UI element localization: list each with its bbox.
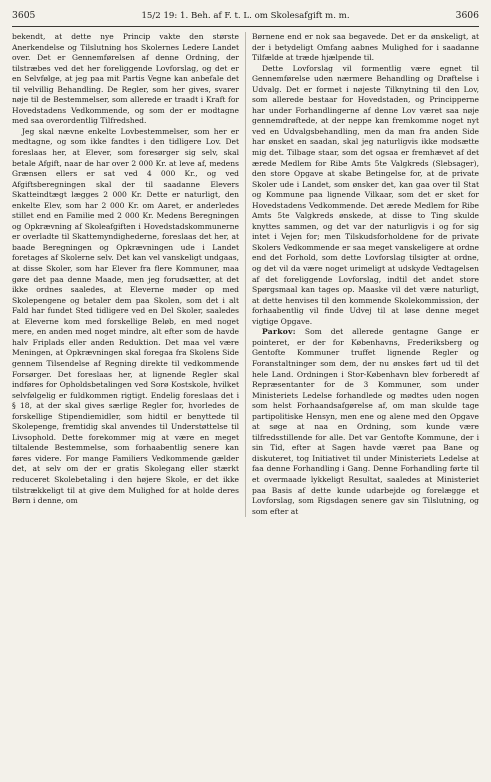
- page-number-right: 3606: [455, 10, 479, 21]
- right-column: [252, 32, 479, 517]
- left-paragraph-1: bekendt, at dette nye Princip vakte den største Anerkendelse og Tilslutning hos Skolernes Ledere Landet over. Det er Gennemførelsen af denne Ordning, der tilstræbes ved det her foreliggende Lovforslag, og det er en Selvfølge, at jeg paa mit Partis Vegne kan anbefale det til velvillig Behandling. De Regler, som her gives, svarer nøje til de Bestemmelser, som allerede er traadt i Kraft for Hovedstadens Vedkommende, og som der er modtagne med saa overordentlig Tilfredshed.: [12, 32, 239, 126]
- speech-text: Som det allerede gentagne Gange er pointeret, er der for Københavns, Frederiksberg og Gentofte Kommuner truffet lignende Regler og Foranstaltninger som dem, der nu ønskes ført ud til det hele Land. Ordningen i Stor-København blev forberedt af Repræsentanter for de 3 Kommuner, som under Ministeriets Ledelse forhandlede og mødtes uden nogen som helst Forhaandsafgørelse af, om man skulde tage partipolitiske Hensyn, men ene og alene med den Opgave at søge at naa en Ordning, som kunde være tilfredsstillende for alle. Det var Gentofte Kommune, der i sin Tid, efter at Sagen havde været paa Bane og diskuteret, tog Initiativet til under Ministeriets Ledelse at faa denne Forhandling i Gang. Denne Forhandling førte til et overmaade lykkeligt Resultat, saaledes at Ministeriet paa Basis af dette kunde udarbejde og forelægge et Lovforslag, som Rigsdagen senere gav sin Tilslutning, og som efter at: [252, 327, 479, 516]
- speech-paragraph: [252, 327, 479, 517]
- text-columns: [12, 32, 479, 517]
- right-paragraph-1: Børnene end er nok saa begavede. Det er da ønskeligt, at der i betydeligt Omfang aabnes Mulighed for i saadanne Tilfælde at træde hjælpende til.: [252, 32, 479, 63]
- column-divider: [245, 32, 246, 517]
- speaker-name: Parkov:: [262, 327, 296, 337]
- running-title: 15/2 19: 1. Beh. af F. t. L. om Skolesafgift m. m.: [141, 11, 350, 21]
- page-header: [12, 10, 479, 24]
- header-rule: [12, 26, 479, 27]
- left-column: [12, 32, 239, 517]
- page-number-left: 3605: [12, 10, 36, 21]
- left-paragraph-2: Jeg skal nævne enkelte Lovbestemmelser, som her er medtagne, og som ikke fandtes i den tidligere Lov. Det foreslaas her, at Elever, som foresørger sig selv, skal betale Afgift, naar de har over 2 000 Kr. at leve af, medens Grænsen ellers er sat ved 4 000 Kr., og ved Afgiftsberegningen skal der til saadanne Elevers Skatteindtægt lægges 2 000 Kr. Dette er naturligt, den enkelte Elev, som har 2 000 Kr. om Aaret, er anderledes stillet end en Familie med 2 000 Kr. Medens Beregningen og Opkrævning af Skoleafgiften i Hovedstadskommunerne er overladte til Skattemyndighederne, foreslaas det her, at baade Beregningen og Opkrævningen ude i Landet foretages af Skolerne selv. Det kan vel vanskeligt undgaas, at disse Skoler, som har Elever fra flere Kommuner, maa gøre det paa denne Maade, men jeg forudsætter, at det ikke ordnes saaledes, at Eleverne møder op med Skolepengene og betaler dem paa Skolen, som det i alt Fald har fundet Sted tidligere ved en Del Skoler, saaledes at Eleverne kom med forskellige Beløb, en med noget mere, en anden med noget mindre, alt efter som de havde halv Friplads eller anden Reduktion. Det maa vel være Meningen, at Opkrævningen skal foregaa fra Skolens Side gennem Tilsendelse af Regning direkte til vedkommende Forsørger. Det foreslaas her, at lignende Regler skal indføres for Opholdsbetalingen ved Sorø Kostskole, hvilket selvfølgelig er fuldkommen rigtigt. Endelig foreslaas det i § 18, at der skal gives særlige Regler for, hvorledes de forskellige Stipendiemidler, som hidtil er benyttede til Skolepenge, fremtidig skal anvendes til Understøttelse til Livsophold. Dette forekommer mig at være en meget tiltalende Bestemmelse, som forhaabentlig senere kan føres videre. For mange Familiers Vedkommende gælder det, at selv om der er gratis Skolegang eller stærkt reduceret Skolebetaling i den højere Skole, er det ikke tilstrækkeligt til at give dem Mulighed for at holde deres Børn i denne, om: [12, 126, 239, 506]
- right-paragraph-2: Dette Lovforslag vil formentlig være egnet til Gennemførelse uden nærmere Behandling og Drøftelse i Udvalg. Det er formet i nøjeste Tilknytning til den Lov, som allerede bestaar for Hovedstaden, og Principperne har under Forhandlingerne af denne Lov været saa nøje gennemdrøftede, at der neppe kan fremkomme noget nyt ved en Udvalgsbehandling, men da man fra anden Side har ønsket en saadan, skal jeg naturligvis ikke modsætte mig det. Tilbage staar, som det ogsaa er fremhævet af det ærede Medlem for Ribe Amts 5te Valgkreds (Slebsager), den store Opgave at skabe Betingelse for, at de private Skoler ude i Landet, som ønsker det, kan gaa over til Stat og Kommune paa lignende Vilkaar, som det er sket for Hovedstadens Vedkommende. Det ærede Medlem for Ribe Amts 5te Valgkreds ønskede, at disse to Ting skulde knyttes sammen, og det var der naturligvis i og for sig intet i Vejen for; men Tilskudsforholdene for de private Skolers Vedkommende er saa meget vanskeligere at ordne end det Forhold, som dette Lovforslag tilsigter at ordne, og det vil da være noget urimeligt at udskyde Vedtagelsen af det foreliggende Lovforslag, indtil det andet store Spørgsmaal kan tages op. Maaske vil det være naturligt, at dette henvises til den kommende Skolekommission, der forhaabentlig vil finde Udvej til at løse denne meget vigtige Opgave.: [252, 63, 479, 326]
